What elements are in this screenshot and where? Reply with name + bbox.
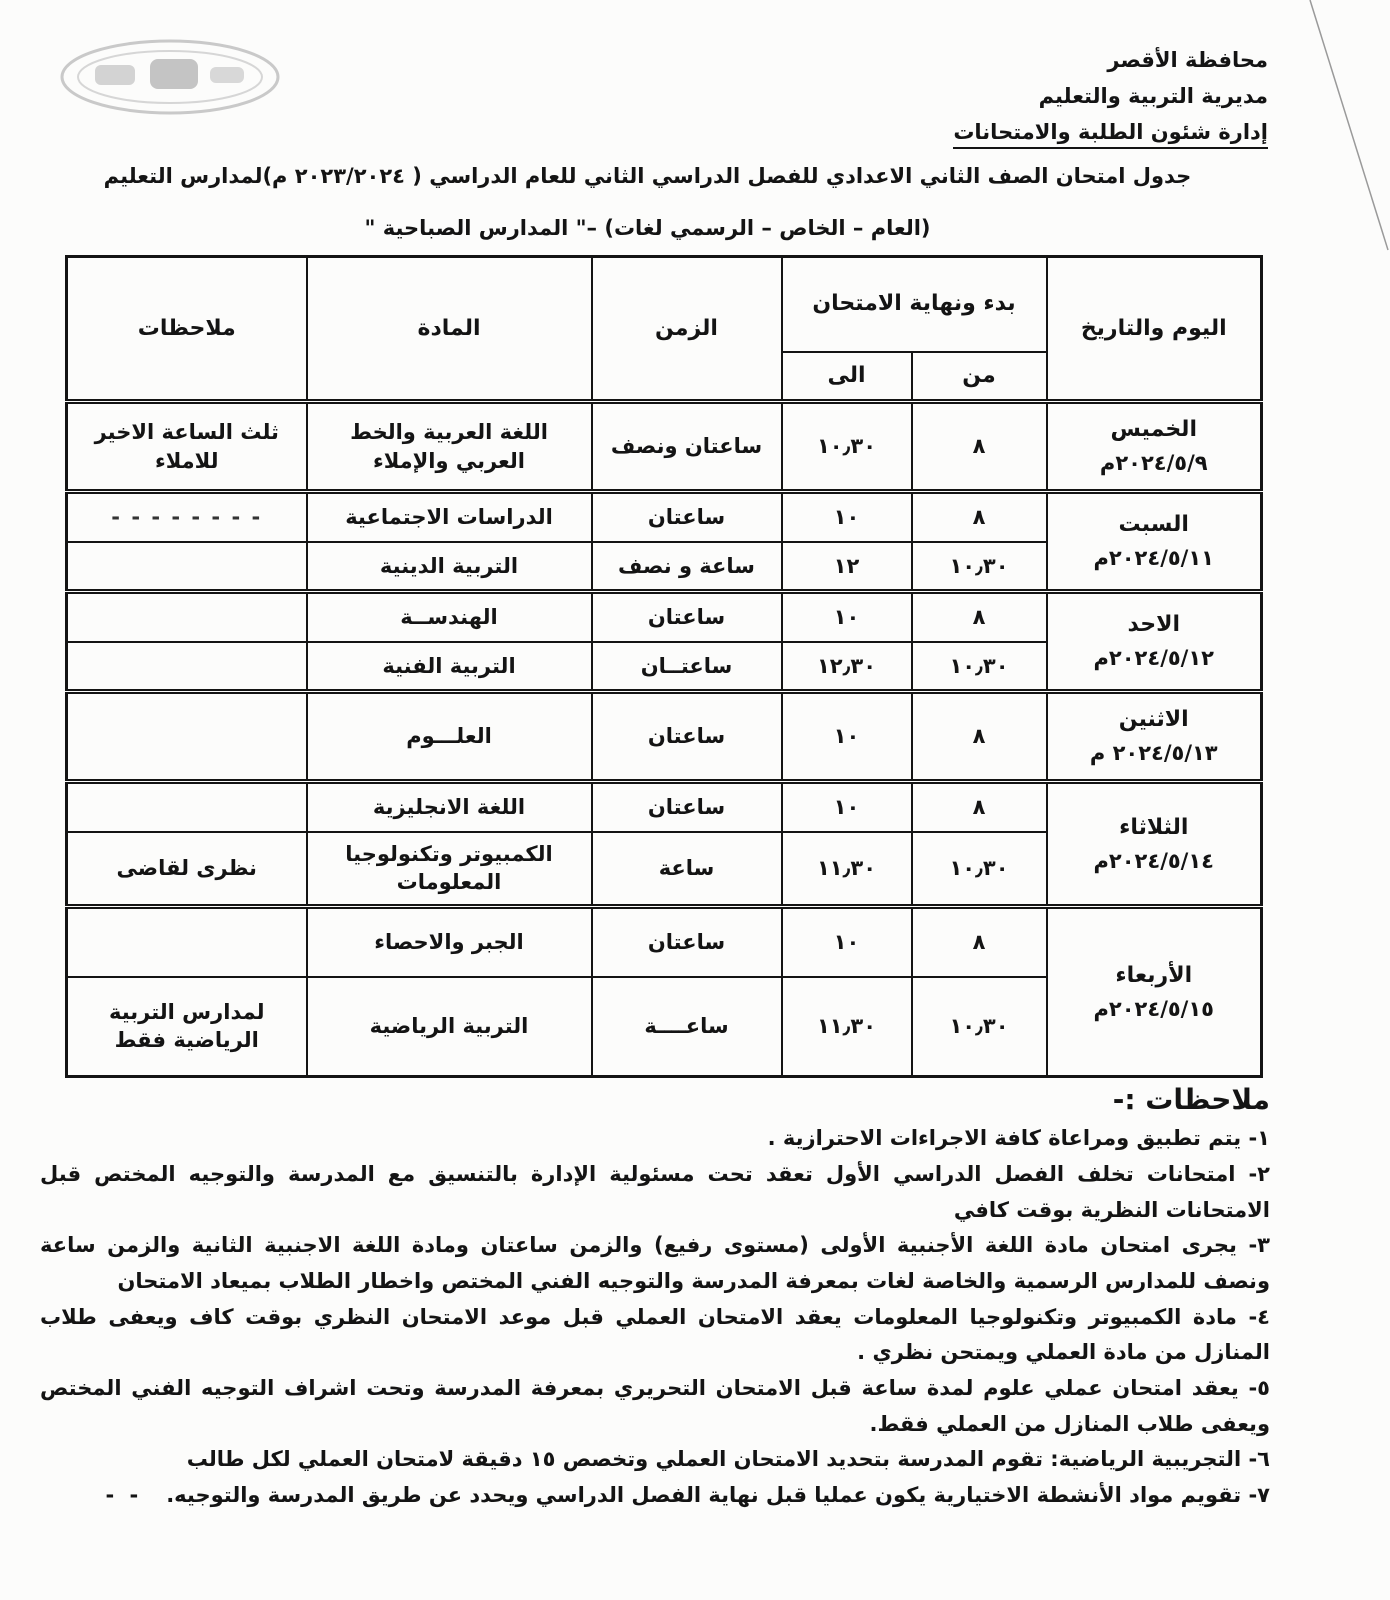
exam-row — [67, 782, 1262, 832]
end-time: ١١٫٣٠ — [782, 977, 912, 1077]
day-date: ٢٠٢٤/٥/٩م — [1099, 451, 1208, 476]
end-time: ١٢٫٣٠ — [782, 642, 912, 692]
note-trailing-dashes: - - — [105, 1483, 143, 1508]
subject: الهندســة — [307, 592, 592, 642]
subject: التربية الدينية — [307, 542, 592, 592]
day-cell — [1047, 692, 1262, 782]
duration: ساعتان — [592, 782, 782, 832]
start-time: ٨ — [912, 592, 1047, 642]
note-item: ٥- يعقد امتحان عملي علوم لمدة ساعة قبل الامتحان التحريري بمعرفة المدرسة وتحت اشراف التوجيه الفني المختص ويعفى طلاب المنازل من العملي فقط. — [40, 1376, 1270, 1436]
day-name: الخميس — [1110, 417, 1197, 443]
day-name: السبت — [1118, 512, 1189, 538]
note-item: ٧- تقويم مواد الأنشطة الاختيارية يكون عمليا قبل نهاية الفصل الدراسي ويحدد عن طريق المدرسة والتوجيه. — [166, 1483, 1270, 1508]
start-time: ٨ — [912, 402, 1047, 492]
subject: اللغة الانجليزية — [307, 782, 592, 832]
day-cell — [1047, 907, 1262, 1077]
subject: العلـــوم — [307, 692, 592, 782]
day-date: ٢٠٢٤/٥/١٤م — [1093, 848, 1214, 873]
schedule-title: جدول امتحان الصف الثاني الاعدادي للفصل الدراسي الثاني للعام الدراسي ( ٢٠٢٣/٢٠٢٤ م)لمدارس التعليم — [103, 164, 1192, 188]
day-date: ٢٠٢٤/٥/١١م — [1093, 546, 1214, 571]
paper-edge-line — [1280, 0, 1390, 260]
day-cell — [1047, 492, 1262, 592]
start-time: ١٠٫٣٠ — [912, 642, 1047, 692]
exam-note: لمدارس التربية الرياضية فقط — [67, 977, 307, 1077]
duration: ساعتان ونصف — [592, 402, 782, 492]
exam-note: ثلث الساعة الاخير للاملاء — [67, 402, 307, 492]
exam-row — [67, 492, 1262, 542]
day-date: ٢٠٢٤/٥/١٣ م — [1089, 741, 1218, 766]
start-time: ١٠٫٣٠ — [912, 832, 1047, 907]
end-time: ١٢ — [782, 542, 912, 592]
exam-note-empty — [67, 592, 307, 642]
exam-note-empty — [67, 782, 307, 832]
exam-note: نظرى لقاضى — [67, 832, 307, 907]
header-notes: ملاحظات — [67, 257, 307, 402]
exam-row — [67, 592, 1262, 642]
duration: ساعتان — [592, 592, 782, 642]
duration: ساعة — [592, 832, 782, 907]
day-date: ٢٠٢٤/٥/١٢م — [1093, 646, 1214, 671]
schedule-subtitle: (العام – الخاص – الرسمي لغات) –" المدارس الصباحية " — [364, 216, 931, 240]
exam-schedule-table — [65, 255, 1263, 1078]
exam-note: - - - - - - - - — [67, 492, 307, 542]
stamp-seal — [55, 35, 285, 120]
note-item: ٦- التجريبية الرياضية: تقوم المدرسة بتحديد الامتحان العملي وتخصص ١٥ دقيقة لامتحان العملي لكل طالب — [186, 1447, 1270, 1472]
start-time: ٨ — [912, 907, 1047, 977]
duration: ساعتــان — [592, 642, 782, 692]
governorate-name: محافظة الأقصر — [1107, 48, 1268, 72]
start-time: ٨ — [912, 692, 1047, 782]
end-time: ١٠ — [782, 492, 912, 542]
end-time: ١١٫٣٠ — [782, 832, 912, 907]
duration: ساعتان — [592, 907, 782, 977]
end-time: ١٠ — [782, 782, 912, 832]
subject: الجبر والاحصاء — [307, 907, 592, 977]
note-item: ٣- يجرى امتحان مادة اللغة الأجنبية الأولى (مستوى رفيع) والزمن ساعتان ومادة اللغة الاجنبية الثانية والزمن ساعة ونصف للمدارس الرسمية والخاصة لغات بمعرفة المدرسة والتوجيه الفني المختص واخطار الطلاب بميعاد الامتحان — [40, 1233, 1270, 1293]
exam-note-empty — [67, 907, 307, 977]
start-time: ٨ — [912, 492, 1047, 542]
end-time: ١٠ — [782, 592, 912, 642]
exam-note-empty — [67, 642, 307, 692]
notes-section — [40, 1080, 1270, 1594]
note-item: ٤- مادة الكمبيوتر وتكنولوجيا المعلومات يعقد الامتحان العملي قبل موعد الامتحان النظري بوقت كاف ويعفى طلاب المنازل من مادة العملي ويمتحن نظري . — [40, 1304, 1270, 1365]
header-row — [67, 257, 1262, 352]
duration: ساعتان — [592, 492, 782, 542]
note-item-last — [40, 1478, 1270, 1514]
subject: التربية الفنية — [307, 642, 592, 692]
note-item: ١- يتم تطبيق ومراعاة كافة الاجراءات الاحترازية . — [767, 1126, 1270, 1151]
exam-row — [67, 692, 1262, 782]
header-from: من — [912, 352, 1047, 402]
exam-note-empty — [67, 542, 307, 592]
header-day-date: اليوم والتاريخ — [1047, 257, 1262, 402]
day-cell — [1047, 402, 1262, 492]
start-time: ١٠٫٣٠ — [912, 977, 1047, 1077]
start-time: ٨ — [912, 782, 1047, 832]
subject: اللغة العربية والخط العربي والإملاء — [307, 402, 592, 492]
exam-note-empty — [67, 692, 307, 782]
duration: ساعــــة — [592, 977, 782, 1077]
day-name: الأربعاء — [1115, 962, 1193, 988]
exam-row — [67, 402, 1262, 492]
subject: الدراسات الاجتماعية — [307, 492, 592, 542]
end-time: ١٠٫٣٠ — [782, 402, 912, 492]
end-time: ١٠ — [782, 907, 912, 977]
start-time: ١٠٫٣٠ — [912, 542, 1047, 592]
header-duration: الزمن — [592, 257, 782, 402]
note-item: ٢- امتحانات تخلف الفصل الدراسي الأول تعقد تحت مسئولية الإدارة بالتنسيق مع المدرسة والتوجيه المختص قبل الامتحانات النظرية بوقت كافي — [40, 1161, 1270, 1222]
duration: ساعتان — [592, 692, 782, 782]
day-cell — [1047, 592, 1262, 692]
issuing-authority — [938, 42, 1268, 150]
day-name: الاثنين — [1118, 707, 1189, 733]
day-cell — [1047, 782, 1262, 907]
header-exam-span: بدء ونهاية الامتحان — [782, 257, 1047, 352]
header-subject: المادة — [307, 257, 592, 402]
subject: الكمبيوتر وتكنولوجيا المعلومات — [307, 832, 592, 907]
exam-row — [67, 907, 1262, 977]
day-name: الاحد — [1127, 612, 1180, 638]
duration: ساعة و نصف — [592, 542, 782, 592]
day-date: ٢٠٢٤/٥/١٥م — [1093, 996, 1214, 1021]
header-to: الى — [782, 352, 912, 402]
subject: التربية الرياضية — [307, 977, 592, 1077]
department-name: إدارة شئون الطلبة والامتحانات — [953, 117, 1268, 149]
day-name: الثلاثاء — [1119, 814, 1189, 840]
end-time: ١٠ — [782, 692, 912, 782]
directorate-name: مديرية التربية والتعليم — [1038, 84, 1268, 108]
notes-title: ملاحظات :- — [1112, 1083, 1270, 1116]
